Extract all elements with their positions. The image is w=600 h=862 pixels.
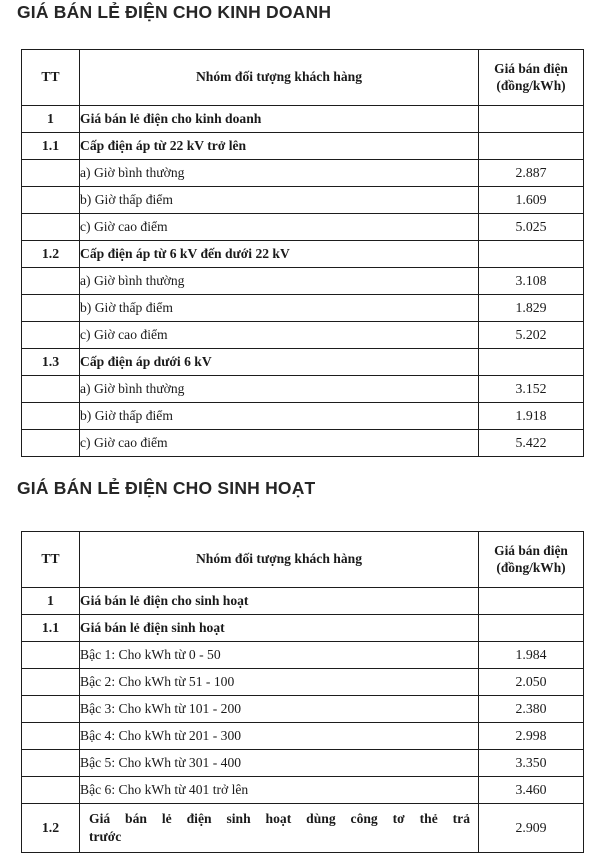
cell-price: 1.984 [479,642,584,669]
table-row [22,615,584,642]
cell-price [479,133,584,160]
table-row [22,160,584,187]
cell-index [22,642,80,669]
cell-customer-group: Bậc 6: Cho kWh từ 401 trở lên [80,777,479,804]
cell-customer-group: b) Giờ thấp điểm [80,403,479,430]
table-row [22,588,584,615]
table-row [22,268,584,295]
cell-price: 3.460 [479,777,584,804]
column-header-price-line1: Giá bán điện [494,61,568,77]
cell-customer-group-line1: Giá bán lẻ điện sinh hoạt dùng công tơ thẻ trả [89,811,470,827]
column-header-price [479,50,584,106]
table-row [22,322,584,349]
cell-index [22,669,80,696]
cell-price: 1.918 [479,403,584,430]
cell-customer-group: a) Giờ bình thường [80,160,479,187]
table-row [22,750,584,777]
table-header [22,532,584,588]
column-header-price-unit: (đồng/kWh) [496,559,566,575]
cell-customer-group: Cấp điện áp từ 22 kV trở lên [80,133,479,160]
cell-price: 3.108 [479,268,584,295]
cell-customer-group: Cấp điện áp từ 6 kV đến dưới 22 kV [80,241,479,268]
cell-index [22,723,80,750]
cell-price: 5.025 [479,214,584,241]
cell-index [22,268,80,295]
cell-customer-group: Cấp điện áp dưới 6 kV [80,349,479,376]
cell-price: 2.050 [479,669,584,696]
column-header-price-unit: (đồng/kWh) [496,77,566,93]
table-row [22,349,584,376]
cell-price: 2.998 [479,723,584,750]
table-row [22,696,584,723]
cell-price: 2.887 [479,160,584,187]
cell-index [22,430,80,457]
column-header-customer-group: Nhóm đối tượng khách hàng [80,50,479,106]
cell-price: 3.152 [479,376,584,403]
cell-index [22,376,80,403]
cell-price: 5.422 [479,430,584,457]
table-row [22,403,584,430]
table-row [22,804,584,853]
cell-customer-group: c) Giờ cao điểm [80,430,479,457]
column-header-tt: TT [22,532,80,588]
table-row [22,214,584,241]
cell-price: 1.829 [479,295,584,322]
cell-price: 2.380 [479,696,584,723]
column-header-customer-group: Nhóm đối tượng khách hàng [80,532,479,588]
table-header-row [22,532,584,588]
table-row [22,669,584,696]
cell-price [479,615,584,642]
cell-customer-group: Giá bán lẻ điện sinh hoạt [80,615,479,642]
residential-price-table [21,531,584,853]
column-header-tt: TT [22,50,80,106]
cell-index: 1.2 [22,804,80,853]
cell-customer-group [80,804,479,853]
cell-index [22,403,80,430]
cell-customer-group: Giá bán lẻ điện cho sinh hoạt [80,588,479,615]
cell-customer-group: Bậc 4: Cho kWh từ 201 - 300 [80,723,479,750]
cell-price [479,349,584,376]
cell-customer-group: c) Giờ cao điểm [80,214,479,241]
page-title-business: GIÁ BÁN LẺ ĐIỆN CHO KINH DOANH [17,2,332,22]
cell-customer-group: b) Giờ thấp điểm [80,187,479,214]
cell-customer-group: Giá bán lẻ điện cho kinh doanh [80,106,479,133]
cell-customer-group: b) Giờ thấp điểm [80,295,479,322]
table-row [22,376,584,403]
page-title-residential: GIÁ BÁN LẺ ĐIỆN CHO SINH HOẠT [17,478,316,498]
cell-index [22,214,80,241]
table-row [22,777,584,804]
cell-customer-group: Bậc 1: Cho kWh từ 0 - 50 [80,642,479,669]
table-row [22,642,584,669]
table-row [22,106,584,133]
cell-customer-group: Bậc 2: Cho kWh từ 51 - 100 [80,669,479,696]
cell-index [22,295,80,322]
table-row [22,295,584,322]
cell-price: 1.609 [479,187,584,214]
cell-customer-group: a) Giờ bình thường [80,376,479,403]
cell-customer-group: c) Giờ cao điểm [80,322,479,349]
business-price-table [21,49,584,457]
table-row [22,133,584,160]
table-row [22,723,584,750]
cell-index: 1.1 [22,133,80,160]
cell-index [22,750,80,777]
cell-index [22,160,80,187]
cell-index [22,187,80,214]
cell-index: 1 [22,588,80,615]
cell-index: 1.3 [22,349,80,376]
table-row [22,241,584,268]
table-row [22,430,584,457]
cell-index [22,777,80,804]
cell-price: 5.202 [479,322,584,349]
cell-price [479,588,584,615]
cell-index [22,322,80,349]
cell-customer-group-line2: trước [89,829,122,844]
cell-index: 1.2 [22,241,80,268]
cell-price: 2.909 [479,804,584,853]
cell-price [479,241,584,268]
cell-customer-group: Bậc 3: Cho kWh từ 101 - 200 [80,696,479,723]
column-header-price-line1: Giá bán điện [494,543,568,559]
cell-index: 1.1 [22,615,80,642]
table-body [22,588,584,853]
table-header-row [22,50,584,106]
cell-index: 1 [22,106,80,133]
cell-price: 3.350 [479,750,584,777]
table-body [22,106,584,457]
cell-price [479,106,584,133]
column-header-price [479,532,584,588]
table-row [22,187,584,214]
cell-index [22,696,80,723]
table-header [22,50,584,106]
cell-customer-group: a) Giờ bình thường [80,268,479,295]
cell-customer-group: Bậc 5: Cho kWh từ 301 - 400 [80,750,479,777]
